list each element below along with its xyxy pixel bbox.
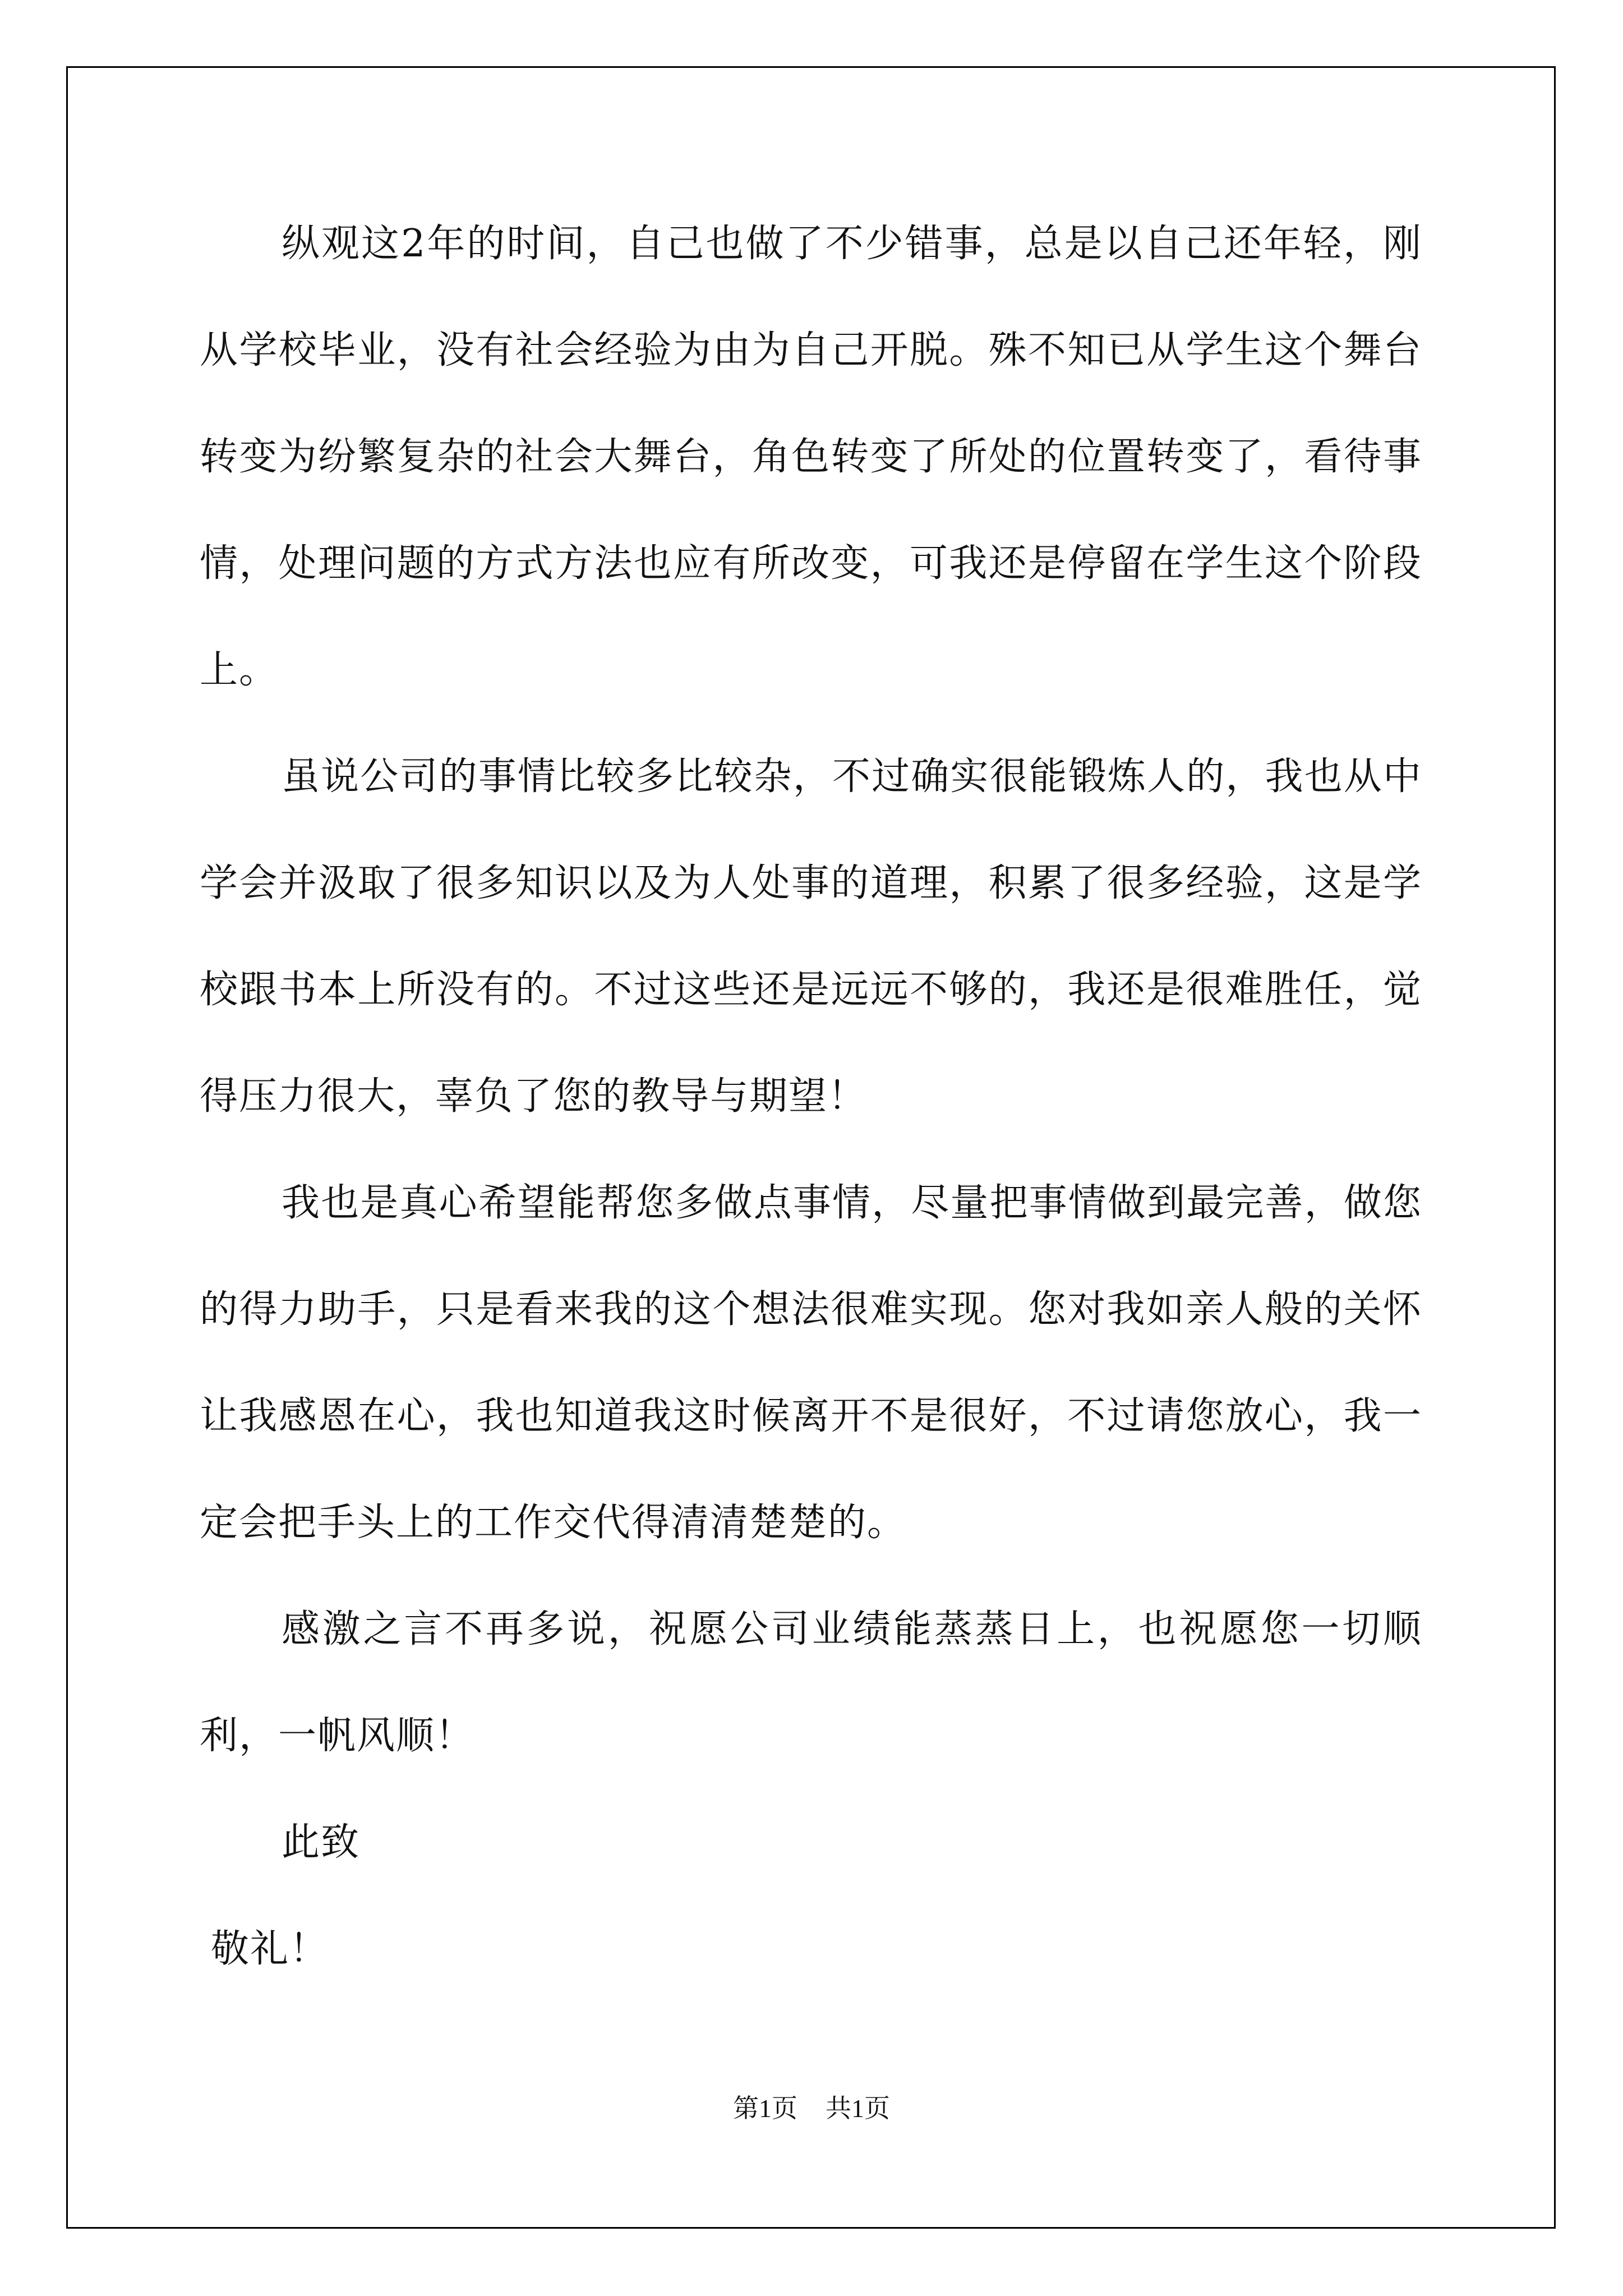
salutation-line: 敬礼！ <box>211 1927 329 1971</box>
page-footer <box>0 2088 1623 2125</box>
paragraph: 纵观这2年的时间，自己也做了不少错事，总是以自己还年轻，刚从学校毕业，没有社会经验为由为自己开脱。殊不知已从学生这个舞台转变为纷繁复杂的社会大舞台，角色转变了所处的位置转变了，看待事情，处理问题的方式方法也应有所改变，可我还是停留在学生这个阶段上。 <box>200 222 1422 692</box>
paragraph: 我也是真心希望能帮您多做点事情，尽量把事情做到最完善，做您的得力助手，只是看来我的这个想法很难实现。您对我如亲人般的关怀让我感恩在心，我也知道我这时候离开不是很好，不过请您放心，我一定会把手头上的工作交代得清清楚楚的。 <box>200 1181 1422 1545</box>
letter-body <box>200 191 1422 2003</box>
paragraph: 虽说公司的事情比较多比较杂，不过确实很能锻炼人的，我也从中学会并汲取了很多知识以及为人处事的道理，积累了很多经验，这是学校跟书本上所没有的。不过这些还是远远不够的，我还是很难胜任，觉得压力很大，辜负了您的教导与期望！ <box>200 754 1422 1119</box>
page-number-total: 共1页 <box>826 2094 890 2123</box>
closing-line: 此致 <box>282 1820 361 1865</box>
page-number-current: 第1页 <box>733 2094 797 2123</box>
paragraph: 感激之言不再多说，祝愿公司业绩能蒸蒸日上，也祝愿您一切顺利，一帆风顺！ <box>200 1607 1422 1758</box>
